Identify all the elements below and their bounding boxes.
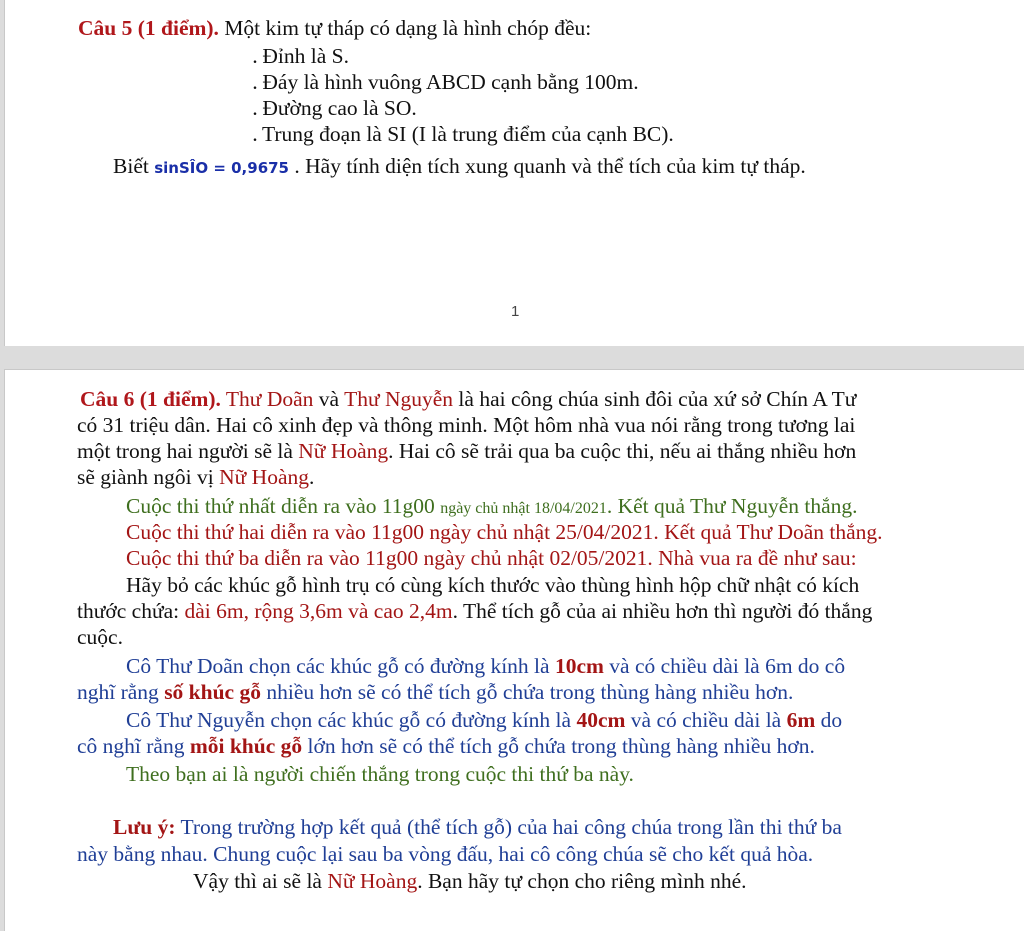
q5-item: . Đỉnh là S. bbox=[253, 44, 349, 68]
nguyen-line-1: Cô Thư Nguyễn chọn các khúc gỗ có đường kính là 40cm và có chiều dài là 6m do bbox=[126, 708, 843, 732]
q6-line-4: sẽ giành ngôi vị Nữ Hoàng. bbox=[77, 465, 315, 489]
q5-title-line bbox=[78, 15, 591, 41]
bullet-icon: . bbox=[253, 50, 257, 67]
task-line-1: Hãy bỏ các khúc gỗ hình trụ có cùng kích thước vào thùng hình hộp chữ nhật có kích bbox=[126, 573, 860, 597]
nguyen-line-2: cô nghĩ rằng mỗi khúc gỗ lớn hơn sẽ có thể tích gỗ chứa trong thùng hàng nhiều hơn. bbox=[77, 734, 815, 758]
bullet-icon: . bbox=[253, 128, 257, 145]
page-number: 1 bbox=[511, 303, 520, 320]
q6-line-3: một trong hai người sẽ là Nữ Hoàng. Hai cô sẽ trải qua ba cuộc thi, nếu ai thắng nhiều hơn bbox=[77, 439, 857, 463]
q6-line-2: có 31 triệu dân. Hai cô xinh đẹp và thông minh. Một hôm nhà vua nói rằng trong tương lai bbox=[77, 413, 856, 437]
document-page-2 bbox=[4, 369, 1024, 931]
bullet-icon: . bbox=[253, 102, 257, 119]
note-label: Lưu ý: bbox=[113, 815, 176, 839]
note-line-1: Lưu ý: Trong trường hợp kết quả (thể tích gỗ) của hai công chúa trong lần thi thứ ba bbox=[113, 815, 842, 839]
bullet-icon: . bbox=[253, 76, 257, 93]
q5-intro: Một kim tự tháp có dạng là hình chóp đều: bbox=[218, 16, 592, 40]
task-line-2: thước chứa: dài 6m, rộng 3,6m và cao 2,4m. Thể tích gỗ của ai nhiều hơn thì người đó thắng bbox=[77, 599, 873, 623]
sin-formula: sinSÎO = 0,9675 bbox=[154, 159, 289, 177]
contest-1: Cuộc thi thứ nhất diễn ra vào 11g00 ngày chủ nhật 18/04/2021. Kết quả Thư Nguyễn thắng. bbox=[126, 494, 858, 518]
final-line: Vậy thì ai sẽ là Nữ Hoàng. Bạn hãy tự chọn cho riêng mình nhé. bbox=[193, 869, 747, 893]
note-line-2: này bằng nhau. Chung cuộc lại sau ba vòng đấu, hai cô công chúa sẽ cho kết quả hòa. bbox=[77, 842, 814, 866]
q6-heading: Câu 6 (1 điểm). bbox=[80, 387, 221, 411]
q5-item: . Trung đoạn là SI (I là trung điểm của cạnh BC). bbox=[253, 122, 674, 146]
doan-line-1: Cô Thư Doãn chọn các khúc gỗ có đường kính là 10cm và có chiều dài là 6m do cô bbox=[126, 654, 846, 678]
contest-2: Cuộc thi thứ hai diễn ra vào 11g00 ngày chủ nhật 25/04/2021. Kết quả Thư Doãn thắng. bbox=[126, 520, 883, 544]
question-line: Theo bạn ai là người chiến thắng trong cuộc thi thứ ba này. bbox=[126, 762, 634, 786]
q5-item: . Đáy là hình vuông ABCD cạnh bằng 100m. bbox=[253, 70, 639, 94]
q5-given-line: Biết sinSÎO = 0,9675 . Hãy tính diện tích xung quanh và thể tích của kim tự tháp. bbox=[113, 154, 806, 178]
doan-line-2: nghĩ rằng số khúc gỗ nhiều hơn sẽ có thể tích gỗ chứa trong thùng hàng nhiều hơn. bbox=[77, 680, 794, 704]
document-page-1 bbox=[4, 0, 1024, 346]
q5-heading: Câu 5 (1 điểm). bbox=[78, 16, 219, 40]
task-line-3: cuộc. bbox=[77, 625, 123, 649]
contest-3: Cuộc thi thứ ba diễn ra vào 11g00 ngày chủ nhật 02/05/2021. Nhà vua ra đề như sau: bbox=[126, 546, 857, 570]
q6-line-1: Câu 6 (1 điểm). Thư Doãn và Thư Nguyễn là hai công chúa sinh đôi của xứ sở Chín A Tư bbox=[80, 387, 857, 411]
q5-item: . Đường cao là SO. bbox=[253, 96, 417, 120]
